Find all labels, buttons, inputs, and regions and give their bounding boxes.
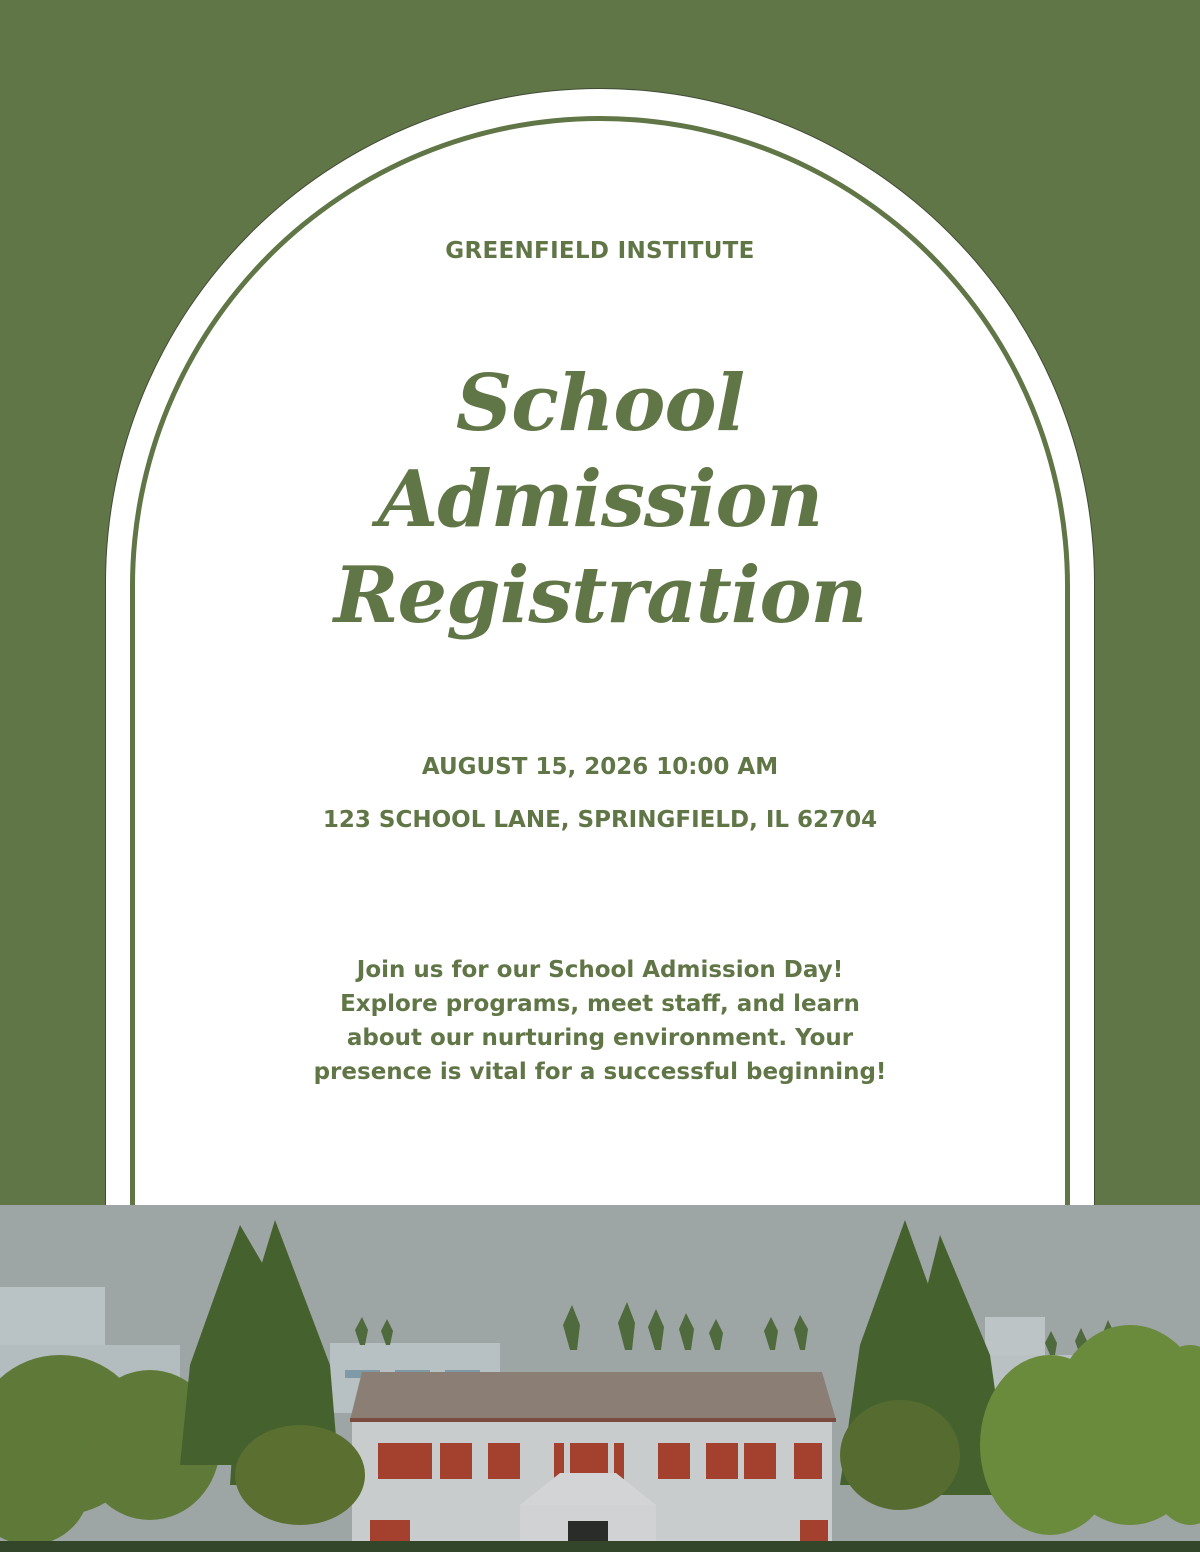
title-line: School xyxy=(455,358,745,449)
flyer-title xyxy=(130,356,1070,644)
title-line: Registration xyxy=(333,550,867,641)
school-building-image xyxy=(0,1205,1200,1552)
institute-name: GREENFIELD INSTITUTE xyxy=(445,238,755,264)
description-line: about our nurturing environment. Your xyxy=(346,1025,854,1051)
school-photo xyxy=(0,1205,1200,1552)
event-date-time: AUGUST 15, 2026 10:00 AM xyxy=(421,754,779,780)
description-line: Join us for our School Admission Day! xyxy=(356,957,844,983)
event-address: 123 SCHOOL LANE, SPRINGFIELD, IL 62704 xyxy=(322,807,878,833)
description-line: Explore programs, meet staff, and learn xyxy=(340,991,860,1017)
description-line: presence is vital for a successful beginning! xyxy=(313,1059,887,1085)
event-description xyxy=(250,953,950,1089)
title-line: Admission xyxy=(377,454,823,545)
